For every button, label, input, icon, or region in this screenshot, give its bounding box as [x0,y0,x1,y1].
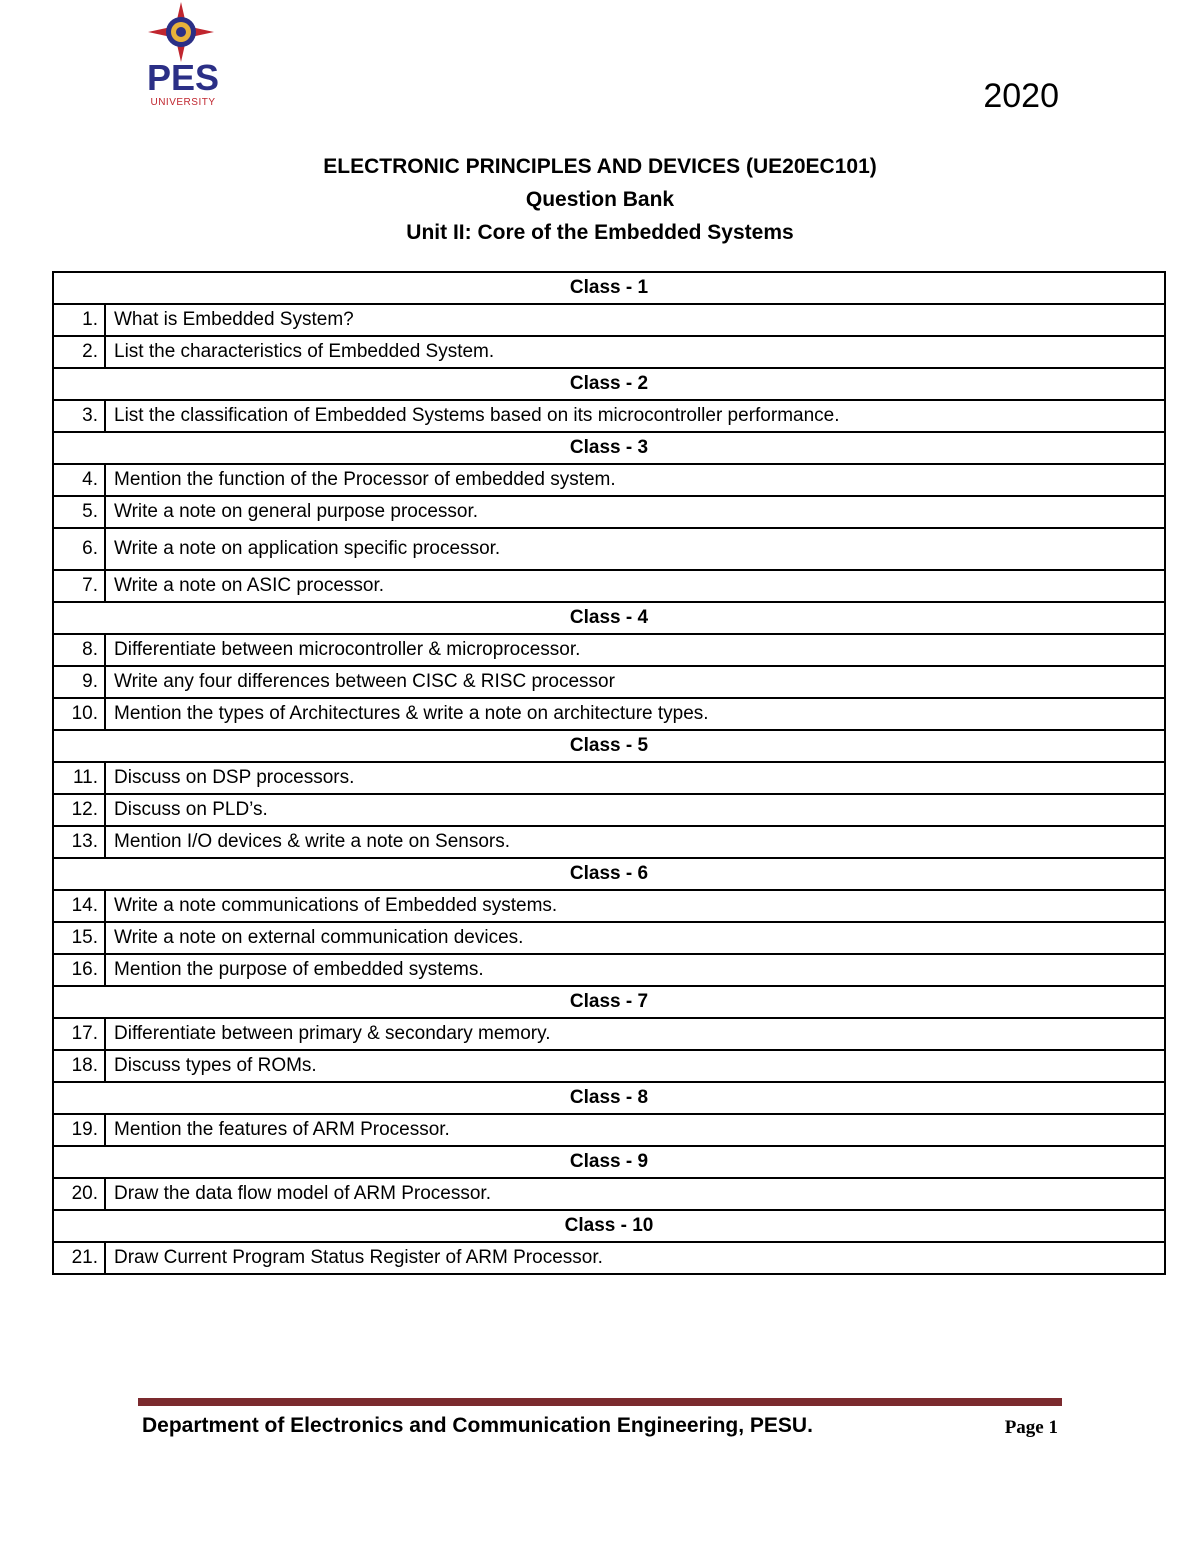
question-row [53,496,1165,528]
question-text: Write a note on application specific processor. [105,528,1165,570]
question-number: 14. [53,890,105,922]
question-row [53,400,1165,432]
question-text: Mention the features of ARM Processor. [105,1114,1165,1146]
question-text: Write a note on general purpose processor. [105,496,1165,528]
document-type: Question Bank [525,188,675,211]
question-number: 7. [53,570,105,602]
class-label: Class - 2 [53,368,1165,400]
class-header-row [53,986,1165,1018]
question-text: Write a note communications of Embedded systems. [105,890,1165,922]
logo-subtitle: UNIVERSITY [150,97,216,108]
class-label: Class - 4 [53,602,1165,634]
compass-emblem-icon [138,2,224,62]
question-text: Mention I/O devices & write a note on Sensors. [105,826,1165,858]
question-number: 20. [53,1178,105,1210]
question-number: 19. [53,1114,105,1146]
class-header-row [53,1082,1165,1114]
question-row [53,570,1165,602]
pes-university-logo [138,2,224,112]
question-number: 21. [53,1242,105,1274]
question-number: 16. [53,954,105,986]
question-row [53,1178,1165,1210]
class-header-row [53,368,1165,400]
question-number: 15. [53,922,105,954]
question-row [53,666,1165,698]
question-number: 4. [53,464,105,496]
question-text: What is Embedded System? [105,304,1165,336]
class-label: Class - 6 [53,858,1165,890]
question-row [53,528,1165,570]
question-number: 17. [53,1018,105,1050]
class-label: Class - 1 [53,272,1165,304]
question-row [53,890,1165,922]
question-text: Write a note on ASIC processor. [105,570,1165,602]
question-row [53,336,1165,368]
question-text: List the characteristics of Embedded System. [105,336,1165,368]
class-header-row [53,1146,1165,1178]
question-text: Discuss types of ROMs. [105,1050,1165,1082]
question-row [53,954,1165,986]
question-number: 5. [53,496,105,528]
question-table [52,271,1166,1275]
question-text: Mention the types of Architectures & write a note on architecture types. [105,698,1165,730]
question-number: 1. [53,304,105,336]
class-label: Class - 8 [53,1082,1165,1114]
question-number: 12. [53,794,105,826]
document-title [0,150,1200,249]
question-row [53,1050,1165,1082]
question-number: 11. [53,762,105,794]
page-number: Page 1 [1004,1417,1058,1438]
class-header-row [53,730,1165,762]
year-label: 2020 [983,77,1059,115]
class-header-row [53,602,1165,634]
question-row [53,1018,1165,1050]
class-label: Class - 9 [53,1146,1165,1178]
class-header-row [53,1210,1165,1242]
class-header-row [53,432,1165,464]
footer-rule [138,1398,1062,1406]
class-header-row [53,272,1165,304]
class-label: Class - 7 [53,986,1165,1018]
unit-title: Unit II: Core of the Embedded Systems [406,221,794,244]
question-row [53,762,1165,794]
question-row [53,1114,1165,1146]
class-header-row [53,858,1165,890]
class-label: Class - 5 [53,730,1165,762]
question-text: Draw the data flow model of ARM Processor. [105,1178,1165,1210]
question-text: Discuss on DSP processors. [105,762,1165,794]
class-label: Class - 10 [53,1210,1165,1242]
question-number: 2. [53,336,105,368]
question-number: 18. [53,1050,105,1082]
question-number: 9. [53,666,105,698]
question-row [53,634,1165,666]
question-row [53,698,1165,730]
question-row [53,826,1165,858]
question-text: Mention the purpose of embedded systems. [105,954,1165,986]
question-text: Differentiate between microcontroller & microprocessor. [105,634,1165,666]
question-number: 10. [53,698,105,730]
class-label: Class - 3 [53,432,1165,464]
question-text: Write a note on external communication devices. [105,922,1165,954]
question-row [53,464,1165,496]
logo-wordmark: PES [146,57,220,98]
footer-department: Department of Electronics and Communication Engineering, PESU. [142,1414,813,1437]
question-text: List the classification of Embedded Systems based on its microcontroller performance. [105,400,1165,432]
question-text: Differentiate between primary & secondary memory. [105,1018,1165,1050]
course-title: ELECTRONIC PRINCIPLES AND DEVICES (UE20EC101) [323,155,877,178]
question-number: 8. [53,634,105,666]
question-row [53,794,1165,826]
question-text: Write any four differences between CISC & RISC processor [105,666,1165,698]
question-number: 3. [53,400,105,432]
question-row [53,304,1165,336]
question-number: 13. [53,826,105,858]
question-text: Mention the function of the Processor of embedded system. [105,464,1165,496]
question-row [53,922,1165,954]
question-number: 6. [53,528,105,570]
question-text: Discuss on PLD’s. [105,794,1165,826]
question-row [53,1242,1165,1274]
question-text: Draw Current Program Status Register of ARM Processor. [105,1242,1165,1274]
